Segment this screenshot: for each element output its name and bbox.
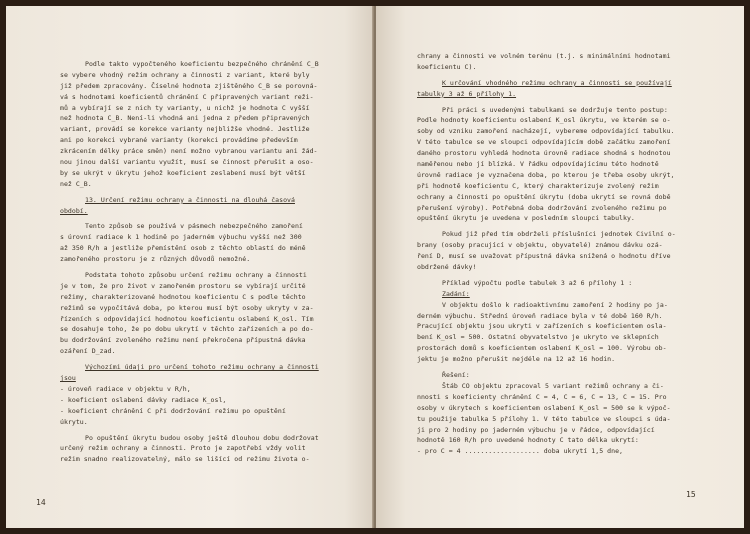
text-line: koeficientu C). — [417, 62, 477, 71]
text-line: bu dodržování zvoleného režimu není překročena přípustná dávka — [60, 336, 306, 345]
text-line: brany (osoby pracující v objektu, obyvatelé) známou dávku ozá- — [417, 241, 663, 250]
text-line: soby od vzniku zamoření nacházejí, vybereme odpovídající tabulku. — [417, 127, 675, 136]
book-spread — [6, 6, 744, 528]
left-page — [6, 6, 374, 528]
text-line: tu použije tabulka 5 přílohy 1. V této tabulce ve sloupci s úda- — [417, 414, 671, 423]
text-line: mů a vybírají se z nich ty varianty, u nichž je hodnota C vyšší — [60, 103, 310, 112]
text-line: - koeficient chránění C při dodržování režimu po opuštění — [60, 406, 286, 415]
text-line: Štáb CO objektu zpracoval 5 variant režimů ochrany a či- — [442, 381, 664, 390]
text-line: jektu je možno přerušit nejdéle na 12 až 16 hodin. — [417, 355, 616, 364]
text-line: opuštění úkrytu je uvedena v posledním sloupci tabulky. — [417, 214, 635, 223]
text-line: vá s hodnotami koeficientů chránění C připravených variant reži- — [60, 92, 314, 101]
right-page-text — [417, 51, 719, 457]
text-line: 13. Určení režimu ochrany a činnosti na dlouhá časová — [85, 195, 295, 204]
text-line: je v tom, že pro život v zamořeném prostoru se vybírají určité — [60, 281, 306, 290]
text-line: nou jinou další variantu využít, musí se činnost přerušit a oso- — [60, 158, 314, 167]
text-line: nnosti s koeficienty chránění C = 4, C = 6, C = 13, C = 15. Pro — [417, 392, 667, 401]
text-line: ření D, musí se uvažovat přípustná dávka snížená o hodnotu dříve — [417, 252, 671, 261]
text-line: chrany a činnosti ve volném terénu (t.j. s minimálními hodnotami — [417, 52, 671, 60]
text-line: - úroveň radiace v objektu v R/h, — [60, 384, 191, 393]
text-line: již předem zpracovány. Číselné hodnota zjištěného C_B se porovná- — [60, 81, 318, 90]
left-page-text — [60, 59, 350, 465]
text-line: Pokud již před tím obdrželi příslušníci jednotek Civilní o- — [442, 230, 676, 239]
text-line: zkrácením délky práce směn) není možno vybranou variantu ani žád- — [60, 147, 318, 156]
text-line: ozáření D_zad. — [60, 347, 116, 356]
text-line: než hodnota C_B. Není-li vhodná ani jedna z předem připravených — [60, 114, 310, 123]
text-line: obdržené dávky! — [417, 263, 477, 272]
text-line: hodnotě 160 R/h pro uvedené hodnoty C tato délka ukrytí: — [417, 436, 639, 445]
text-line: - pro C = 4 ................... doba ukrytí 1,5 dne, — [417, 447, 624, 456]
text-line: - koeficient oslabení dávky radiace K_osl, — [60, 395, 227, 404]
text-line: až 350 R/h a jestliže přemístění osob z těchto oblastí do méně — [60, 244, 306, 253]
text-line: bení K_osl = 500. Ostatní obyvatelstvo je ukryto ve sklepních — [417, 333, 659, 342]
text-line: Příklad výpočtu podle tabulek 3 až 6 přílohy 1 : — [442, 278, 633, 287]
text-line: derném výbuchu. Střední úroveň radiace byla v té době 160 R/h. — [417, 311, 663, 320]
text-line: úkrytu. — [60, 417, 88, 426]
text-line: Při práci s uvedenými tabulkami se dodržuje tento postup: — [442, 105, 668, 114]
text-line: režim snadno realizovatelný, málo se lišící od režimu života o- — [60, 455, 310, 464]
text-line: řízeních s odpovídající hodnotou koeficientu oslabení K_osl. Tím — [60, 314, 314, 323]
text-line: Zadání: — [442, 289, 470, 298]
text-line: ochrany a činnosti po opuštění úkrytu (doba ukrytí se rovná době — [417, 192, 671, 201]
text-line: Řešení: — [442, 371, 470, 380]
page-number-left: 14 — [36, 498, 46, 507]
page-number-right: 15 — [686, 490, 696, 499]
text-line: osoby v úkrytech s koeficientem oslabení K_osl = 500 se k výpoč- — [417, 403, 671, 412]
text-line: Podstata tohoto způsobu určení režimu ochrany a činnosti — [85, 271, 307, 280]
text-line: období. — [60, 206, 88, 215]
text-line: určený režim ochrany a činnosti. Proto je zapotřebí vždy volit — [60, 444, 306, 453]
text-line: tabulky 3 až 6 přílohy 1. — [417, 89, 517, 98]
text-line: zamořeného prostoru je z různých důvodů nemožné. — [60, 255, 251, 264]
text-line: naměřenou nebo jí blízká. V řádku odpovídajícímu této hodnotě — [417, 160, 659, 169]
text-line: Podle hodnoty koeficientu oslabení K_osl úkrytu, ve kterém se o- — [417, 116, 671, 125]
text-line: se vybere vhodný režim ochrany a činnosti z variant, které byly — [60, 70, 310, 79]
right-page — [376, 6, 744, 528]
text-line: jsou — [60, 374, 76, 383]
text-line: režimů se vypočítává doba, po kterou musí být osoby ukryty v za- — [60, 303, 314, 312]
text-line: prostorách domů s koeficientem oslabení K_osl = 100. Výrobu ob- — [417, 344, 667, 353]
text-line: V objektu došlo k radioaktivnímu zamoření 2 hodiny po ja- — [442, 300, 668, 309]
text-line: s úrovní radiace k 1 hodině po jaderném výbuchu vyšší než 300 — [60, 233, 302, 242]
text-line: K určování vhodného režimu ochrany a činnosti se používají — [442, 78, 672, 87]
text-line: režimy, charakterizované hodnotou koeficientu C s podle těchto — [60, 292, 306, 301]
text-line: Tento způsob se používá v pásmech nebezpečného zamoření — [85, 222, 303, 231]
text-line: Po opuštění úkrytu budou osoby ještě dlouhou dobu dodržovat — [85, 433, 319, 442]
text-line: Výchozími údaji pro určení tohoto režimu ochrany a činnosti — [85, 363, 319, 372]
text-line: než C_B. — [60, 179, 92, 188]
text-line: při hodnotě koeficientu C, který charakterizuje zvolený režim — [417, 181, 659, 190]
text-line: úrovně radiace je vyznačena doba, po kterou je třeba osoby ukrýt, — [417, 170, 675, 179]
text-line: Podle takto vypočteného koeficientu bezpečného chránění C_B — [85, 60, 319, 68]
text-line: Pracující objektu jsou ukryti v zařízeních s koeficientem osla- — [417, 322, 667, 331]
text-line: daného prostoru vyhledá hodnota úrovně radiace shodná s hodnotou — [417, 149, 671, 158]
text-line: přerušení výroby). Potřebná doba dodržování zvoleného režimu po — [417, 203, 667, 212]
text-line: se dosahuje toho, že po dobu ukrytí v těchto zařízeních a po do- — [60, 325, 314, 334]
text-line: variant, provádí se korekce varianty nejbližše vhodné. Jestliže — [60, 125, 310, 134]
text-line: ji pro 2 hodiny po jaderném výbuchu je v řádce, odpovídající — [417, 425, 655, 434]
text-line: by se ukrýt v úkrytu jehož koeficient zeslabení musí být větší — [60, 168, 306, 177]
text-line: ani po korekci vybrané varianty (korekci provádíme především — [60, 136, 298, 145]
text-line: V této tabulce se ve sloupci odpovídajícím době začátku zamoření — [417, 138, 671, 147]
